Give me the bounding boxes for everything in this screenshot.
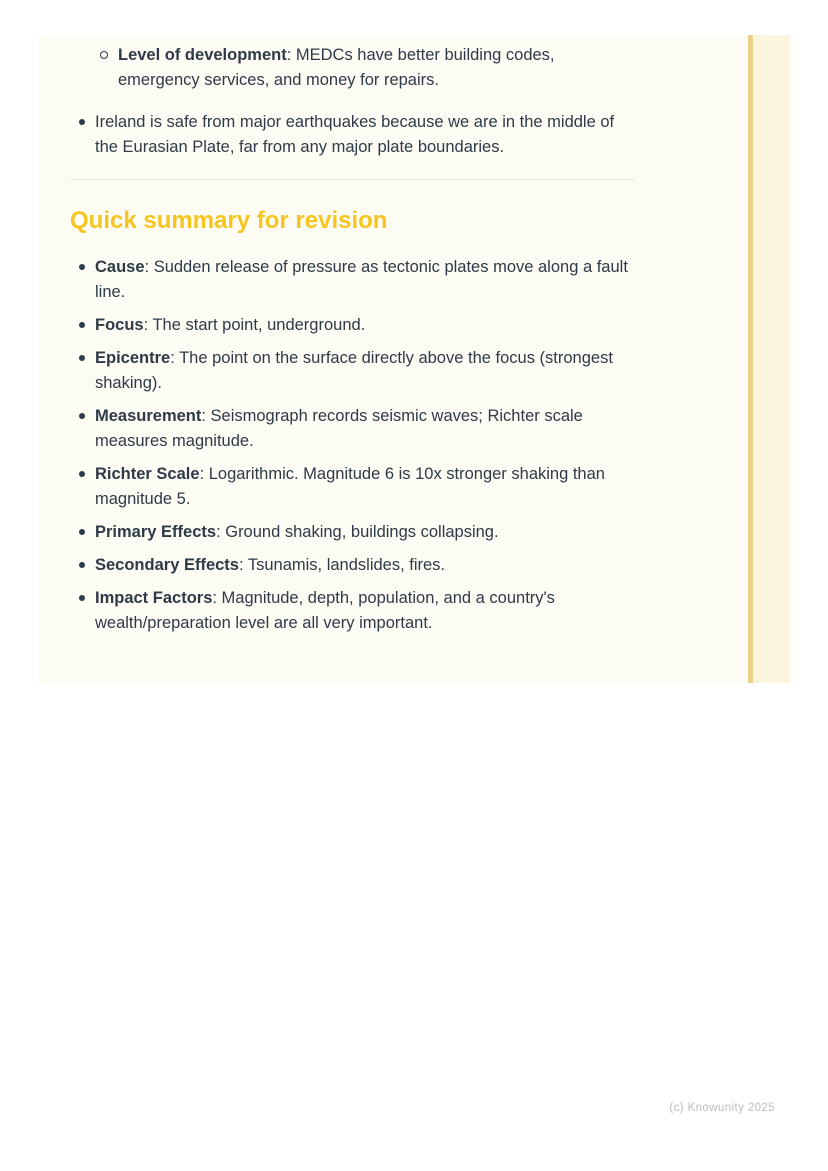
bullet-icon [79,119,85,125]
list-item-text: : Ground shaking, buildings collapsing. [216,523,499,541]
bullet-icon [79,322,85,328]
list-item-term: Measurement [95,407,202,425]
list-item-text: : Logarithmic. Magnitude 6 is 10x stronger shaking than magnitude 5. [95,465,605,508]
list-item-term: Richter Scale [95,465,200,483]
list-item-text: : The point on the surface directly above the focus (strongest shaking). [95,349,613,392]
circle-bullet-icon [100,51,108,59]
list-item [70,255,635,305]
notes-content [70,43,635,644]
list-item [70,110,635,160]
list-item [70,520,635,545]
bullet-icon [79,562,85,568]
footer-credit: (c) Knowunity 2025 [669,1102,775,1114]
bullet-icon [79,413,85,419]
list-item-text: Ireland is safe from major earthquakes because we are in the middle of the Eurasian Plate, far from any major plate boundaries. [95,113,615,156]
list-item-term: Focus [95,316,144,334]
summary-list [70,255,635,636]
list-item [70,586,635,636]
list-item-term: Secondary Effects [95,556,239,574]
list-item [70,404,635,454]
list-item [70,43,635,93]
bullet-icon [79,355,85,361]
bullet-icon [79,595,85,601]
bullet-icon [79,471,85,477]
list-item [70,313,635,338]
margin-strip [753,35,790,683]
list-item-text: : Tsunamis, landslides, fires. [238,556,446,574]
section-divider [70,179,635,180]
list-item-term: Epicentre [95,349,171,367]
list-item-term: Cause [95,258,145,276]
section-heading: Quick summary for revision [70,207,388,234]
list-item [70,553,635,578]
list-item [70,346,635,396]
list-item-term: Level of development [118,46,287,64]
list-item-text: : Seismograph records seismic waves; Richter scale measures magnitude. [95,407,583,450]
list-item-text: : The start point, underground. [143,316,366,334]
content-card [38,35,790,683]
list-item [70,462,635,512]
list-item-text: : Magnitude, depth, population, and a country's wealth/preparation level are all very important. [95,589,555,632]
bullet-icon [79,264,85,270]
list-item-term: Primary Effects [95,523,217,541]
list-item-text: : MEDCs have better building codes, emergency services, and money for repairs. [118,46,555,89]
list-item-term: Impact Factors [95,589,213,607]
bullet-icon [79,529,85,535]
list-item-text: : Sudden release of pressure as tectonic plates move along a fault line. [95,258,628,301]
